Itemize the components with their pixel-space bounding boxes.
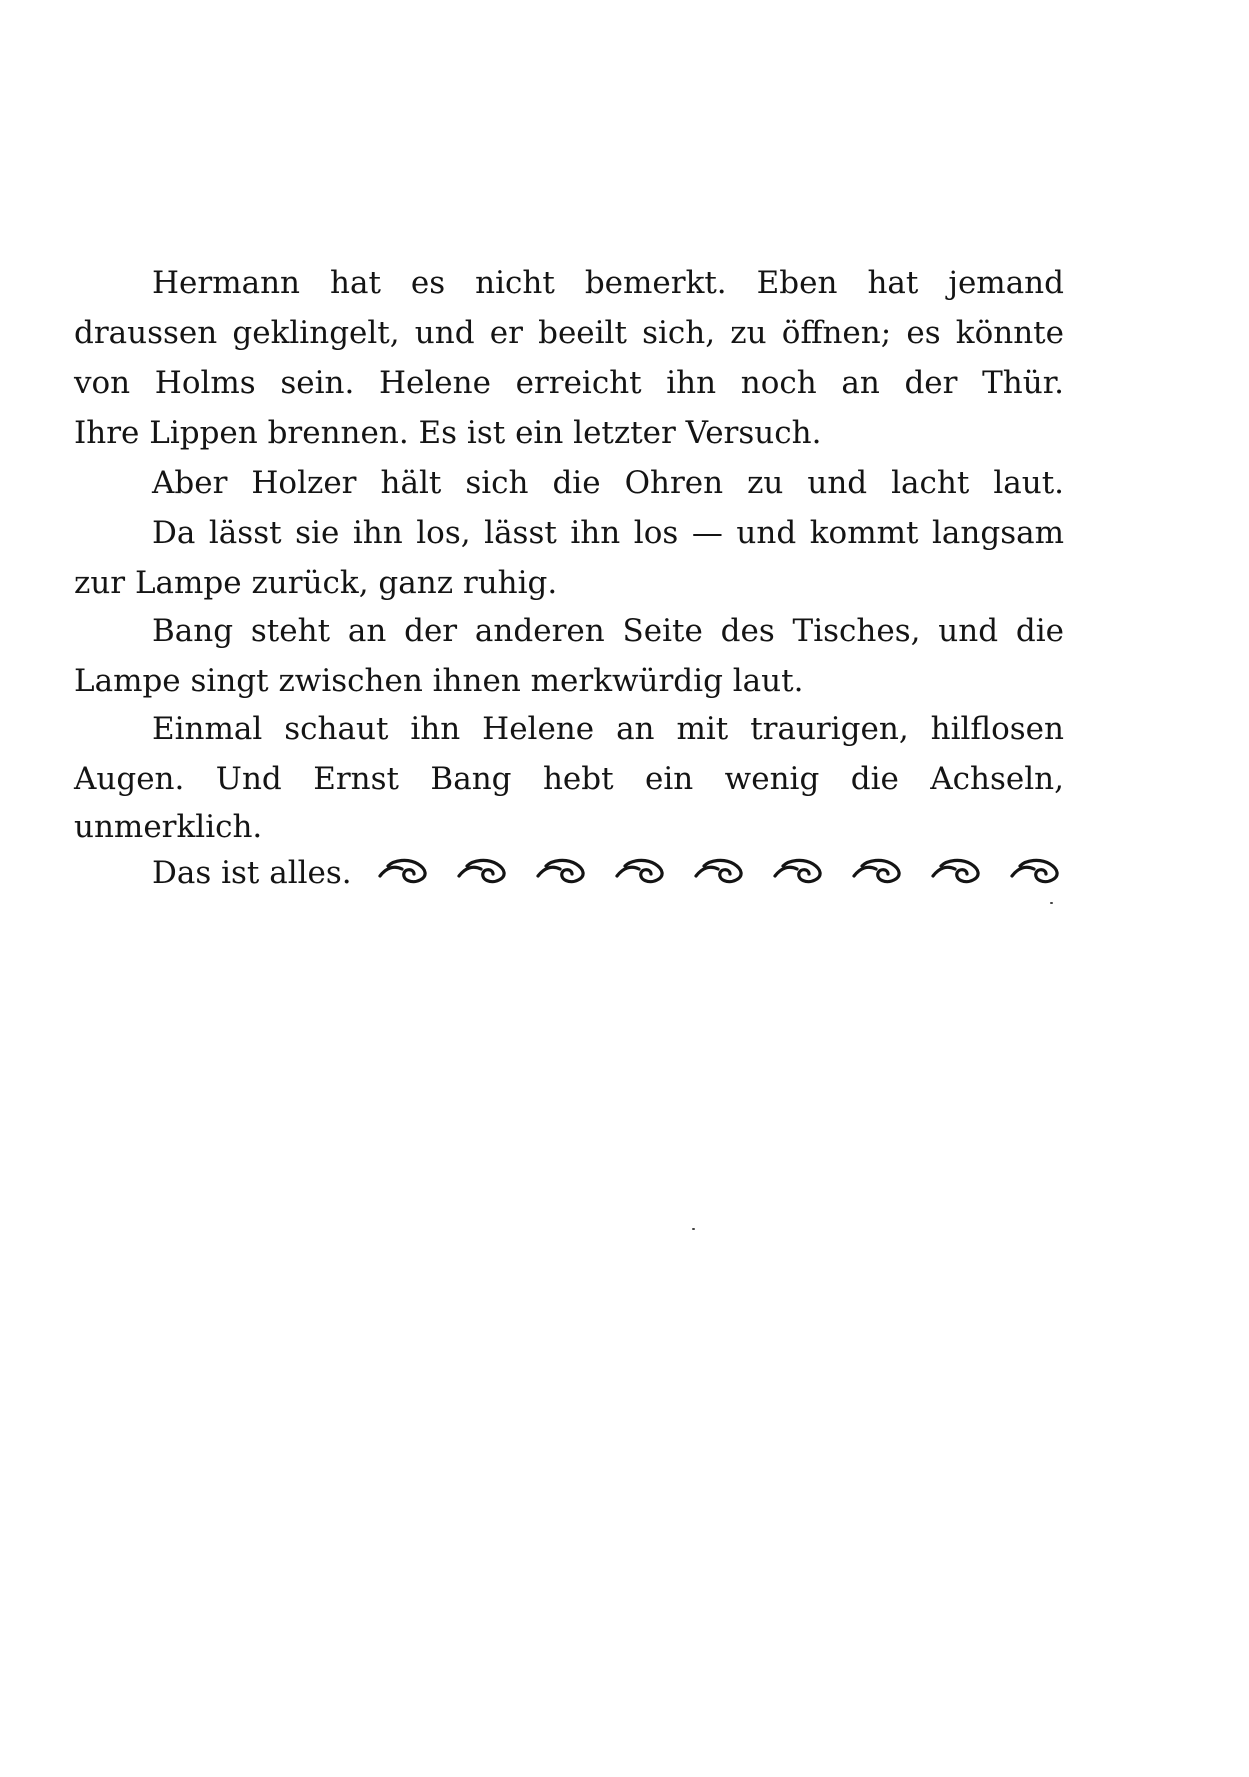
text-line: Da lässt sie ihn los, lässt ihn los — und kommt langsam bbox=[152, 515, 1064, 551]
swirl-ornament-icon bbox=[773, 856, 827, 890]
text-line: Ihre Lippen brennen. Es ist ein letzter Versuch. bbox=[74, 415, 822, 451]
swirl-ornament-icon bbox=[931, 856, 985, 890]
swirl-ornament-icon bbox=[1010, 856, 1064, 890]
swirl-ornament-icon bbox=[694, 856, 748, 890]
text-line: zur Lampe zurück, ganz ruhig. bbox=[74, 565, 558, 601]
print-speck bbox=[692, 1228, 695, 1230]
closing-line bbox=[152, 848, 1064, 898]
swirl-ornament-icon bbox=[536, 856, 590, 890]
text-line: Aber Holzer hält sich die Ohren zu und lacht laut. bbox=[152, 465, 1064, 501]
swirl-ornament-icon bbox=[615, 856, 669, 890]
text-line: Augen. Und Ernst Bang hebt ein wenig die Achseln, bbox=[74, 761, 1064, 797]
text-line: Lampe singt zwischen ihnen merkwürdig laut. bbox=[74, 663, 804, 699]
swirl-ornament-icon bbox=[457, 856, 511, 890]
swirl-ornament-icon bbox=[378, 856, 432, 890]
text-line: draussen geklingelt, und er beeilt sich, zu öffnen; es könnte bbox=[74, 315, 1064, 351]
swirl-ornament-icon bbox=[852, 856, 906, 890]
print-speck bbox=[1050, 902, 1053, 904]
ornament-row bbox=[378, 856, 1064, 890]
text-line: von Holms sein. Helene erreicht ihn noch an der Thür. bbox=[74, 365, 1064, 401]
closing-text: Das ist alles. bbox=[152, 855, 352, 891]
text-line: unmerklich. bbox=[74, 809, 263, 845]
text-line: Hermann hat es nicht bemerkt. Eben hat jemand bbox=[152, 265, 1064, 301]
text-line: Einmal schaut ihn Helene an mit traurigen, hilflosen bbox=[152, 711, 1064, 747]
text-line: Bang steht an der anderen Seite des Tisches, und die bbox=[152, 613, 1064, 649]
